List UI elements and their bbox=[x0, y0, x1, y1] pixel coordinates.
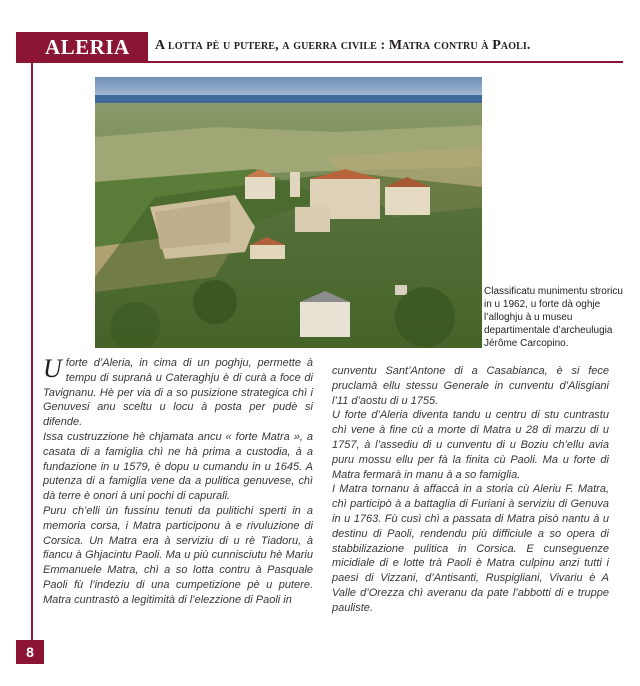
drop-cap: U bbox=[43, 354, 62, 383]
page-title: A lotta pè u putere, a guerra civile : Matra contru à Paoli. bbox=[155, 38, 531, 53]
article-column-left bbox=[43, 356, 313, 608]
aerial-photo-fort-aleria bbox=[95, 77, 482, 348]
article-paragraph: I Matra tornanu à affaccà in a storia cù Aleriu F. Matra, chì participò à a battaglia di Furiani à serviziu di Genuva in u 1763. Fù cusì chì a passata di Matra pisò nantu à u destinu di Paoli, rendendu più difficiule a so opera di stabbilizazione pulitica in Corsica. E cunseguenze micidiale di e lotte trà Paoli è Matra culpinu anzi tutti i paesi di Vizzani, d’Antisanti, Ruspigliani, Vivariu è A Valle d’Orezza chì averanu da pate l’abbotti di e truppe pauliste. bbox=[332, 483, 609, 614]
article-paragraph: Issa custruzzione hè chjamata ancu « forte Matra », a casata di a famiglia chì ne hà prima a custodia, à a fundazione in u 1579, è dopu u cumandu in u 1645. A putenza di a famiglia vene da a pulitica genuvese, chì dà terre è onori à uni pochi di capurali. bbox=[43, 430, 313, 503]
article-paragraph: Puru ch’elli ùn fussinu tenuti da pulitichi sperti in a memoria corsa, i Matra participonu à e rivuluzione di Corsica. Un Matra era à serviziu di u rè Tiadoru, à fiancu à Ghjacintu Paoli. Ma u più cunnisciutu hè Mariu Emmanuele Matra, chì a so lotta contru à Pasquale Paoli fù l’indeziu di una cumpetizione pè u putere. Matra cuntrastò a legitimità di l’elezzione di Paoli in bbox=[43, 504, 313, 606]
article-paragraph: cunventu Sant’Antone di a Casabianca, è si fece pruclamà ellu stessu Generale in cunventu d’Alisgiani l’11 d’aostu di u 1755. bbox=[332, 365, 609, 407]
page-number: 8 bbox=[16, 640, 44, 664]
article-column-right bbox=[332, 364, 609, 616]
section-label: ALERIA bbox=[16, 32, 148, 63]
header-rule bbox=[148, 61, 623, 63]
photo-caption: Classificatu munimentu stroricu in u 1962, u forte dà oghje l’alloghju à u museu departimentale d’archeulugia Jérôme Carcopino. bbox=[484, 286, 623, 349]
margin-rule bbox=[31, 63, 33, 640]
article-paragraph: U forte d’Aleria diventa tandu u centru di stu cuntrastu chì vene à fine cù a morte di Matra u 28 di marzu di u 1757, à l’assediu di u cunventu di u Boziu ch’ellu avia puru mossu ellu per fà la finita cù Paoli. Ma u forte di Matra fermarà in manu à a so famiglia. bbox=[332, 409, 609, 481]
article-paragraph: U forte d’Aleria, in cima di un poghju, permette à tempu di supranà u Cateraghju è di curà a foce di Tavignanu. Hè per via di a so pusizione strategica chì i Genuvesi anu sceltu u locu à posta per pudè si difende. bbox=[43, 354, 313, 429]
